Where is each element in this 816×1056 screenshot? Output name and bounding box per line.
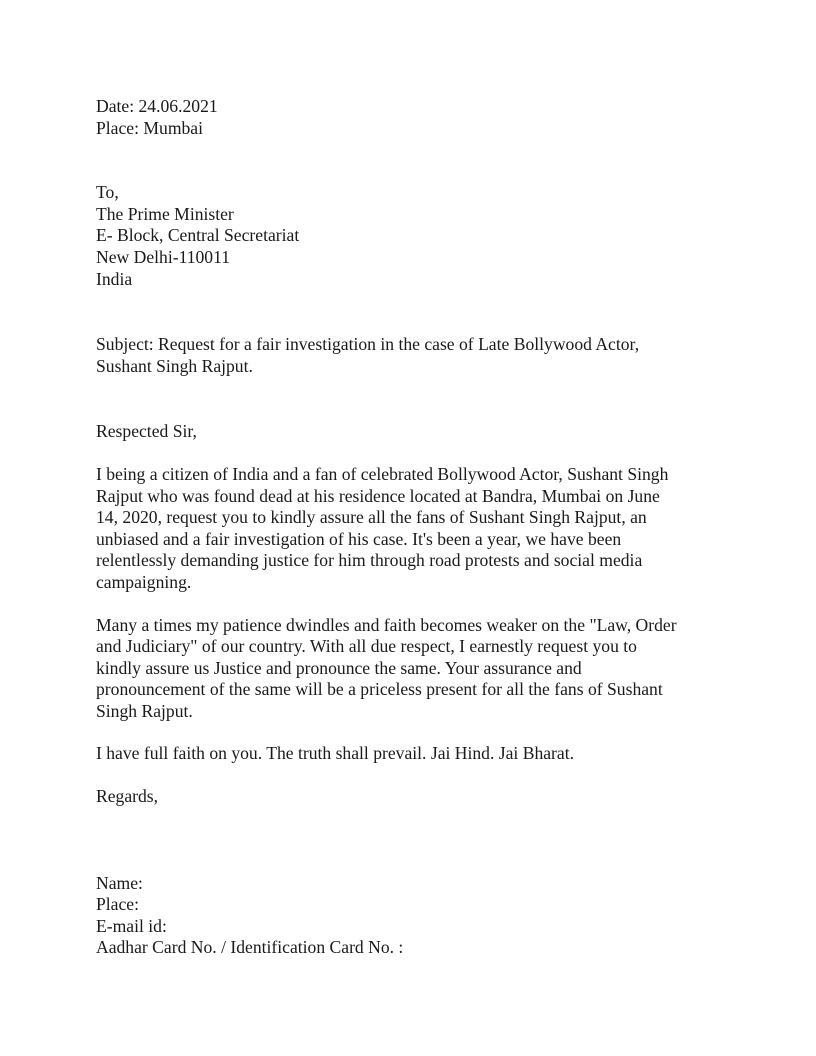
paragraph-line: pronouncement of the same will be a priceless present for all the fans of Sushant bbox=[96, 679, 663, 700]
paragraph-line: relentlessly demanding justice for him through road protests and social media bbox=[96, 550, 643, 571]
letter-place: Place: Mumbai bbox=[96, 117, 204, 138]
subject-line: Sushant Singh Rajput. bbox=[96, 355, 253, 376]
signature-block bbox=[96, 873, 736, 959]
paragraph-line: I being a citizen of India and a fan of celebrated Bollywood Actor, Sushant Singh bbox=[96, 463, 669, 484]
recipient-line: E- Block, Central Secretariat bbox=[96, 225, 300, 246]
paragraph-line: Singh Rajput. bbox=[96, 700, 193, 721]
signature-id-card: Aadhar Card No. / Identification Card No. : bbox=[96, 937, 404, 958]
recipient-line: New Delhi-110011 bbox=[96, 246, 231, 267]
letter-date: Date: 24.06.2021 bbox=[96, 96, 218, 116]
paragraph-line: campaigning. bbox=[96, 571, 192, 592]
paragraph-line: unbiased and a fair investigation of his case. It's been a year, we have been bbox=[96, 528, 622, 549]
paragraph-line: Rajput who was found dead at his residence located at Bandra, Mumbai on June bbox=[96, 485, 660, 506]
letter-header bbox=[96, 96, 736, 139]
recipient-to: To, bbox=[96, 182, 119, 203]
paragraph-line: kindly assure us Justice and pronounce the same. Your assurance and bbox=[96, 657, 582, 678]
letter-subject bbox=[96, 334, 736, 377]
letter-page bbox=[96, 96, 736, 959]
signature-email: E-mail id: bbox=[96, 915, 167, 936]
signature-place: Place: bbox=[96, 894, 139, 915]
body-paragraph-2 bbox=[96, 615, 736, 723]
recipient-address bbox=[96, 182, 736, 290]
signature-name: Name: bbox=[96, 872, 143, 893]
letter-salutation bbox=[96, 421, 736, 443]
body-paragraph-3 bbox=[96, 743, 736, 765]
paragraph-line: I have full faith on you. The truth shall prevail. Jai Hind. Jai Bharat. bbox=[96, 743, 575, 764]
paragraph-line: 14, 2020, request you to kindly assure all the fans of Sushant Singh Rajput, an bbox=[96, 507, 647, 528]
paragraph-line: Many a times my patience dwindles and faith becomes weaker on the "Law, Order bbox=[96, 614, 677, 635]
closing-text: Regards, bbox=[96, 786, 159, 807]
subject-line: Subject: Request for a fair investigation in the case of Late Bollywood Actor, bbox=[96, 334, 640, 355]
letter-closing bbox=[96, 786, 736, 808]
paragraph-line: and Judiciary" of our country. With all due respect, I earnestly request you to bbox=[96, 636, 637, 657]
salutation-text: Respected Sir, bbox=[96, 421, 197, 442]
recipient-line: India bbox=[96, 268, 133, 289]
body-paragraph-1 bbox=[96, 464, 736, 594]
recipient-line: The Prime Minister bbox=[96, 203, 234, 224]
